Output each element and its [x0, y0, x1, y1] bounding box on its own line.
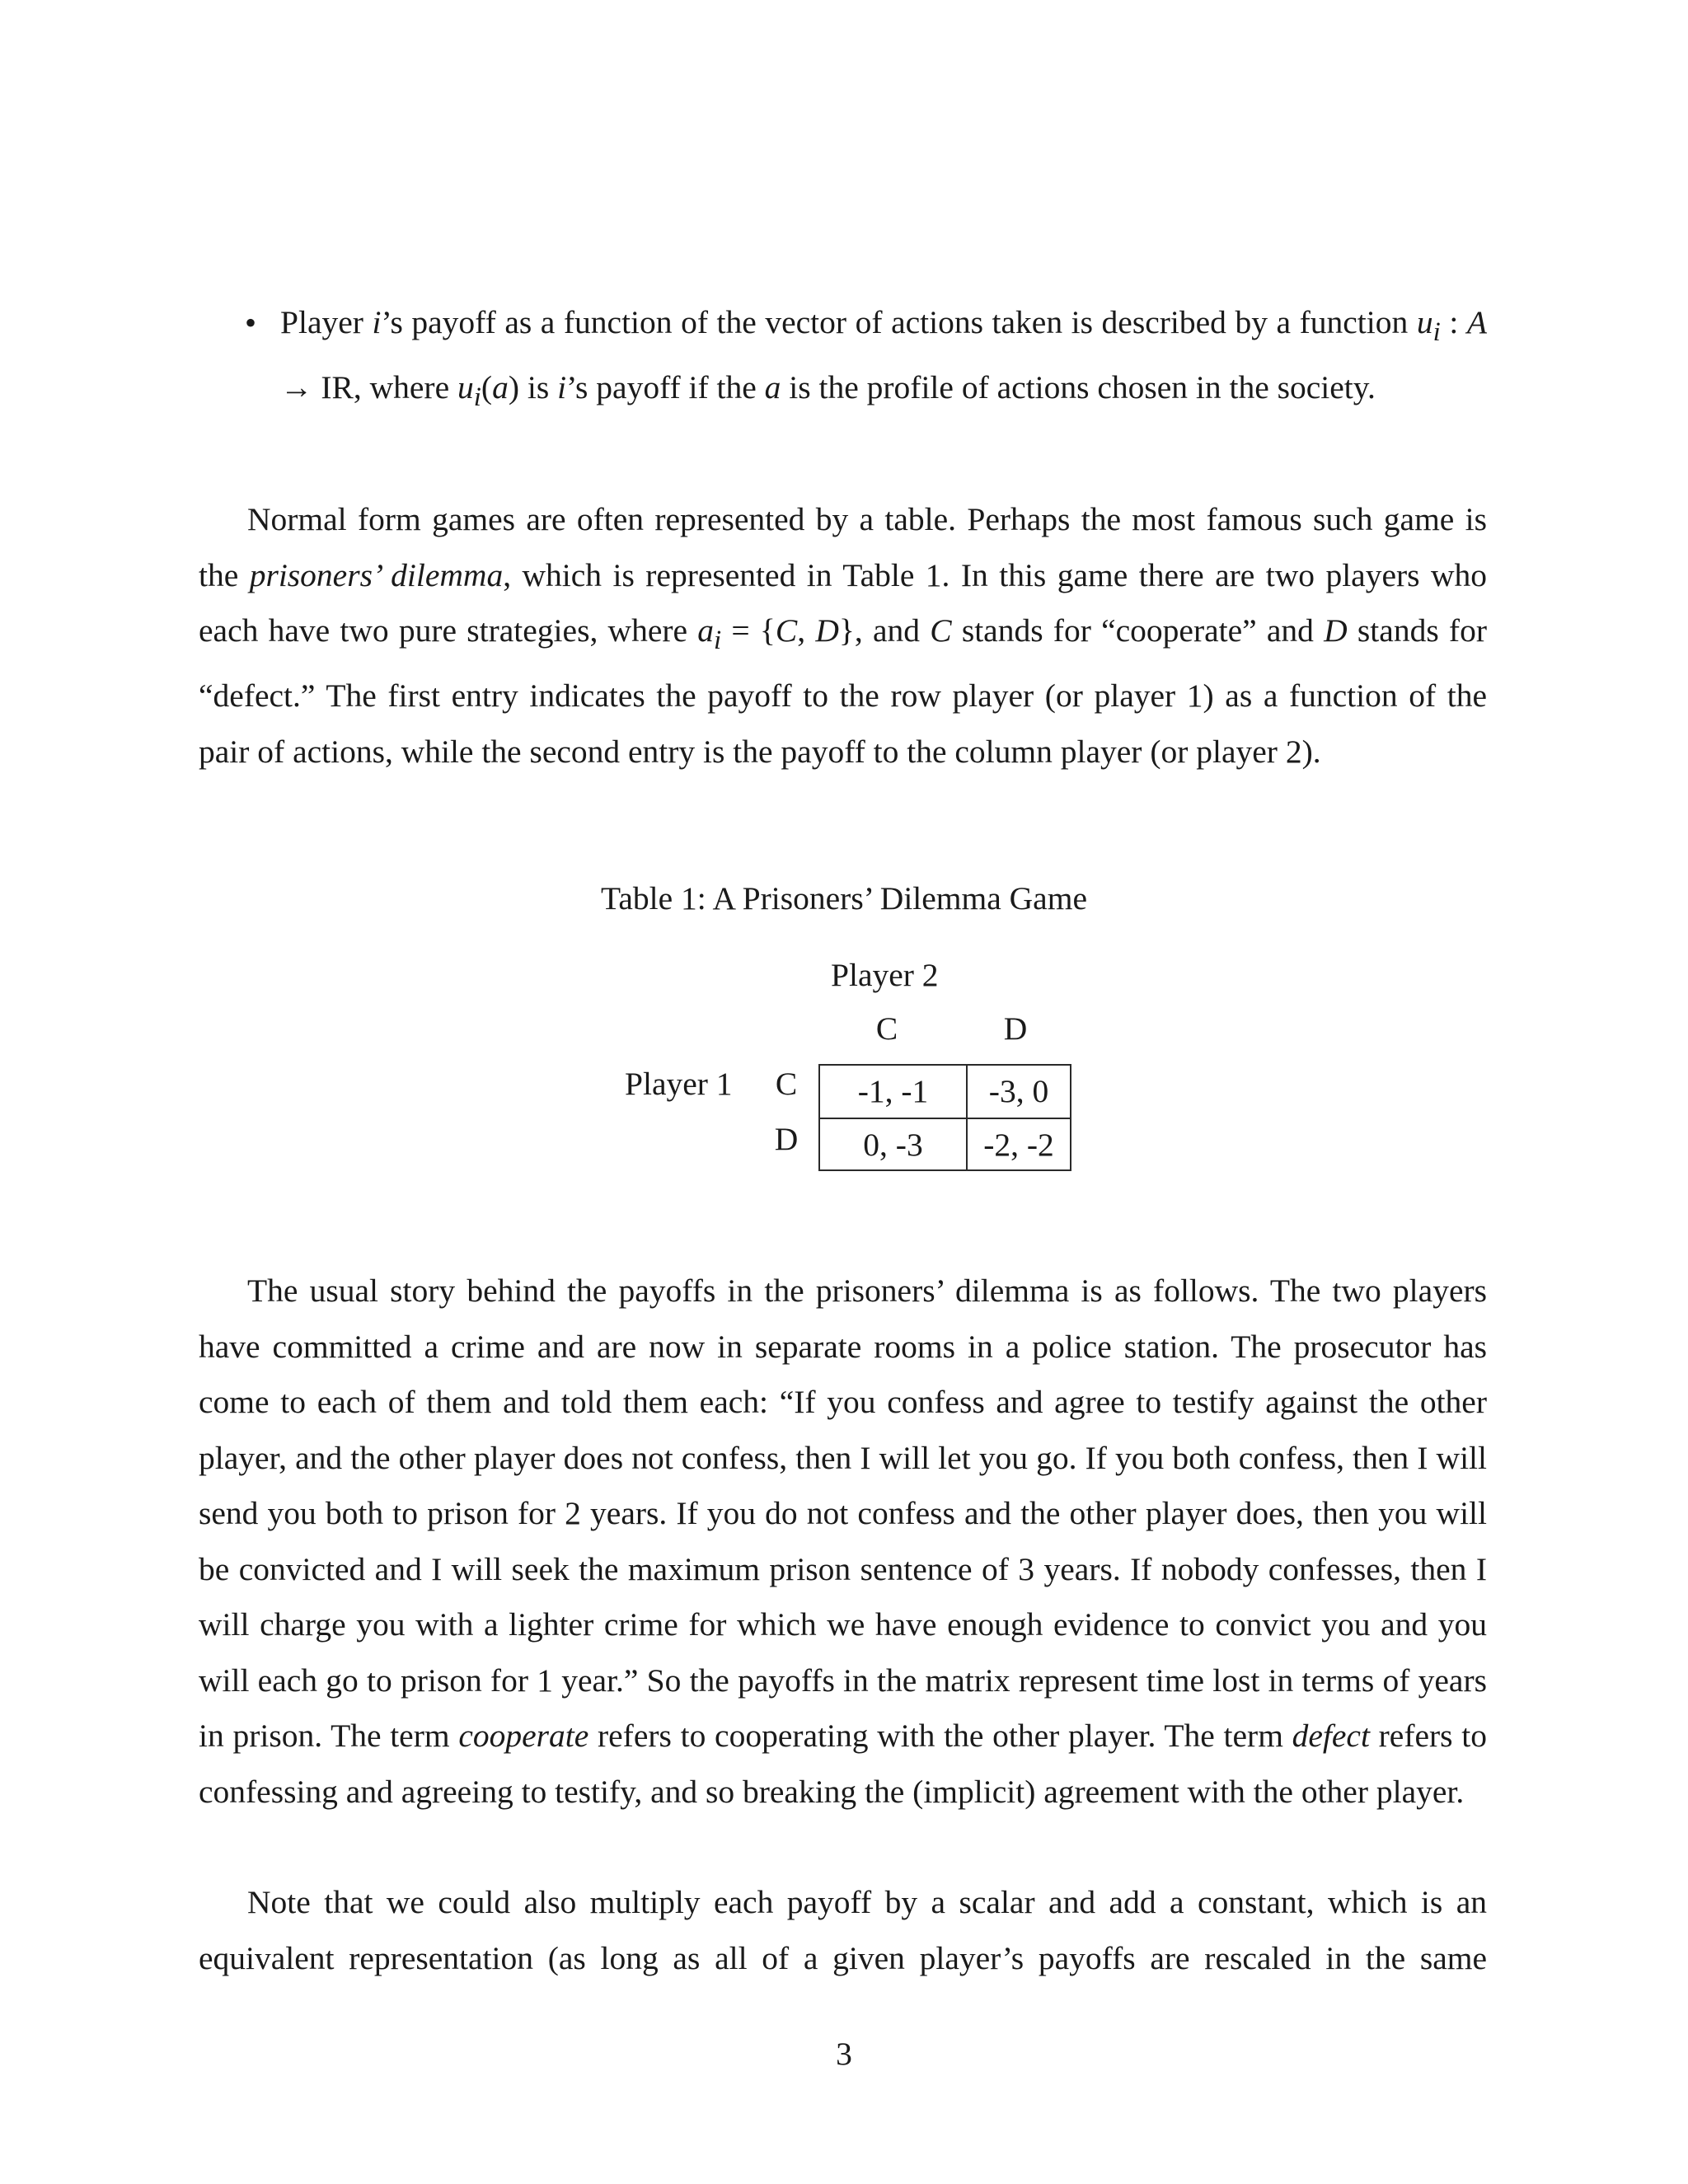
payoff-matrix	[818, 1064, 1071, 1171]
term-prisoners-dilemma: prisoners’ dilemma	[249, 556, 504, 593]
term-cooperate: cooperate	[458, 1718, 589, 1754]
col-label-c: C	[875, 1010, 898, 1047]
payoff-cell-dd: -2, -2	[983, 1127, 1054, 1163]
term-defect: defect	[1292, 1718, 1370, 1754]
payoff-cell-cd: -3, 0	[988, 1073, 1049, 1109]
player2-label: Player 2	[831, 957, 939, 993]
row-label-d: D	[774, 1121, 799, 1157]
payoff-cell-cc: -1, -1	[857, 1073, 929, 1109]
paragraph-usual-story: The usual story behind the payoffs in the prisoners’ dilemma is as follows. The two players have committed a crime and are now in separate rooms in a police station. The prosecutor has come to each of them and told them each: “If you confess and agree to testify against the other player, and the other player does not confess, then I will let you go. If you both confess, then I will send you both to prison for 2 years. If you do not confess and the other player does, then you will be convicted and I will seek the maximum prison sentence of 3 years. If nobody confesses, then I will charge you with a lighter crime for which we have enough evidence to convict you and you will each go to prison for 1 year.” So the payoffs in the matrix represent time lost in terms of years in prison. The term cooperate refers to cooperating with the other player. The term defect refers to confessing and agreeing to testify, and so breaking the (implicit) agreement with the other player.	[199, 1272, 1487, 1810]
paragraph-normal-form: Normal form games are often represented by a table. Perhaps the most famous such game is the prisoners’ dilemma, which is represented in Table 1. In this game there are two players who each have two pure strategies, where $a_i = \{C$, D}, and C stands for “cooperate” and D stands for “defect.” The first entry indicates the payoff to the row player (or player 1) as a function of the pair of actions, while the second entry is the payoff to the column player (or player 2).	[199, 501, 1487, 770]
row-label-c: C	[775, 1066, 798, 1102]
paragraph-rescaling: Note that we could also multiply each payoff by a scalar and add a constant, which is an equivalent representation (as long as all of a given player’s payoffs are rescaled in the same	[199, 1884, 1487, 1976]
bullet-item-payoff: Player i’s payoff as a function of the vector of actions taken is described by a function $u_i$ : A → IR, where $u_i(a)$ is i’s payoff if the a is the profile of actions chosen in the society.	[280, 304, 1487, 413]
page-number: 3	[836, 2036, 852, 2072]
payoff-cell-dc: 0, -3	[863, 1127, 923, 1163]
col-label-d: D	[1003, 1010, 1028, 1047]
player1-label: Player 1	[625, 1066, 733, 1102]
bullet-marker: •	[245, 304, 257, 341]
table-caption: Table 1: A Prisoners’ Dilemma Game	[601, 880, 1087, 916]
